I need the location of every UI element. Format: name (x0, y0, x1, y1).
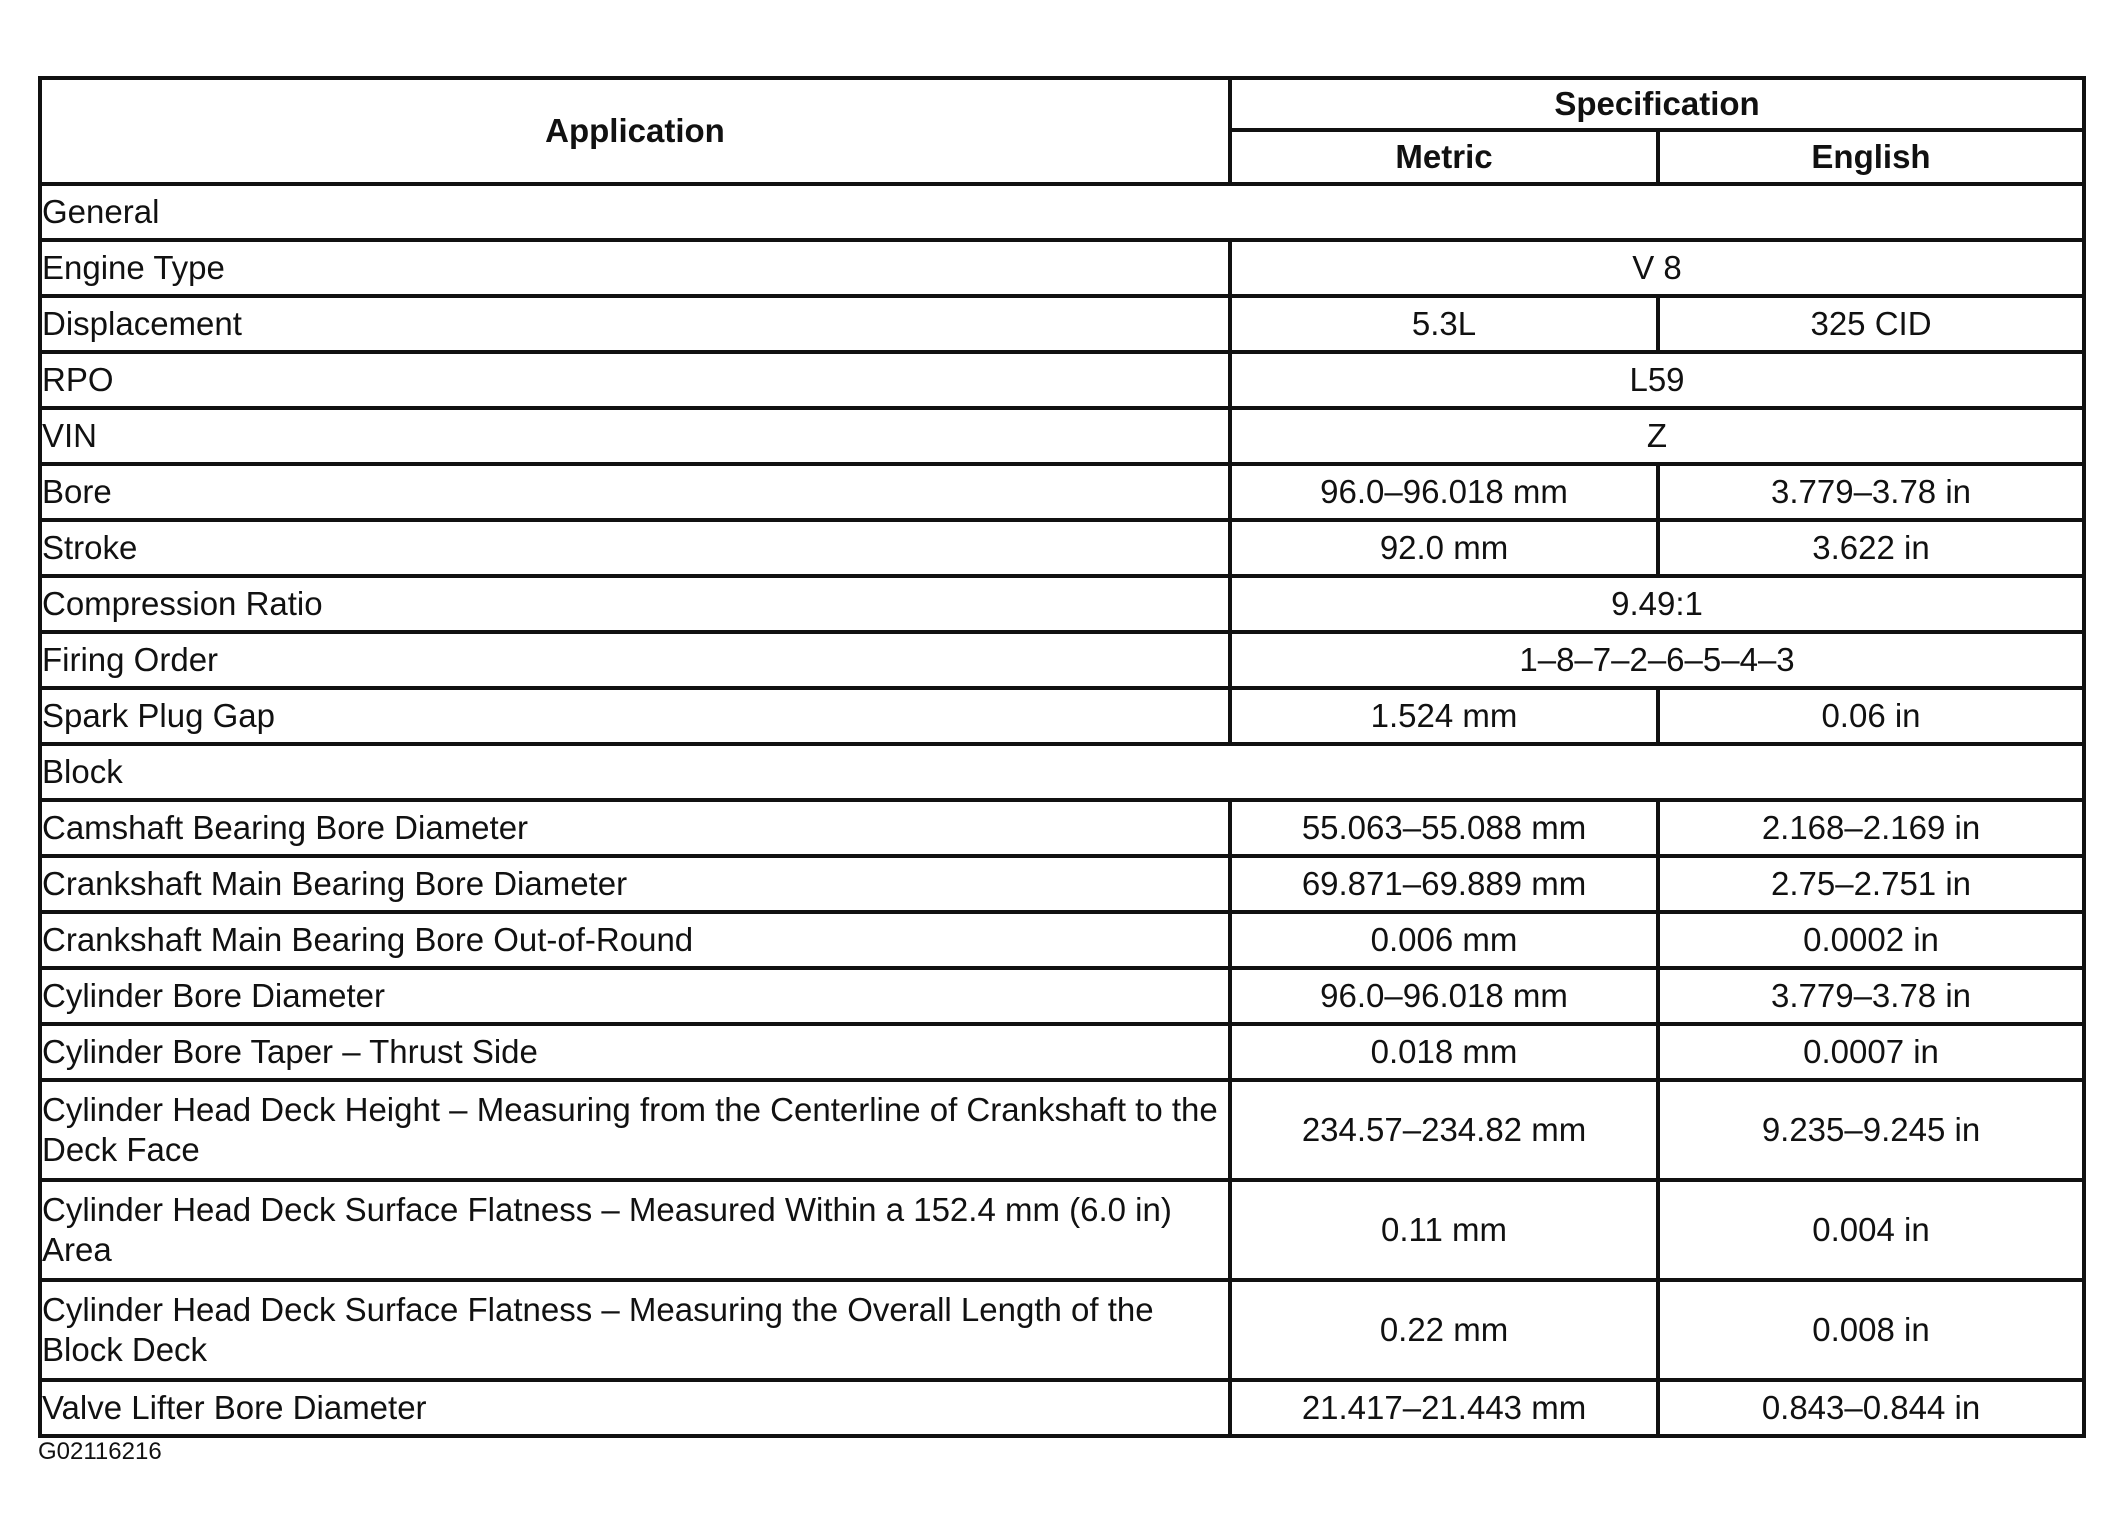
application-cell: Compression Ratio (40, 576, 1230, 632)
english-cell: 0.0002 in (1658, 912, 2084, 968)
section-title: General (40, 184, 2084, 240)
combined-spec-cell: 1–8–7–2–6–5–4–3 (1230, 632, 2084, 688)
table-row (40, 1380, 2084, 1436)
english-cell: 9.235–9.245 in (1658, 1080, 2084, 1180)
table-row (40, 520, 2084, 576)
application-cell: Camshaft Bearing Bore Diameter (40, 800, 1230, 856)
section-row (40, 744, 2084, 800)
application-cell: RPO (40, 352, 1230, 408)
metric-cell: 0.11 mm (1230, 1180, 1658, 1280)
header-english: English (1658, 130, 2084, 184)
table-row (40, 1080, 2084, 1180)
combined-spec-cell: 9.49:1 (1230, 576, 2084, 632)
metric-cell: 0.018 mm (1230, 1024, 1658, 1080)
application-cell: Cylinder Bore Taper – Thrust Side (40, 1024, 1230, 1080)
table-row (40, 912, 2084, 968)
table-row (40, 968, 2084, 1024)
combined-spec-cell: L59 (1230, 352, 2084, 408)
english-cell: 325 CID (1658, 296, 2084, 352)
application-cell: Spark Plug Gap (40, 688, 1230, 744)
application-cell: Displacement (40, 296, 1230, 352)
table-row (40, 408, 2084, 464)
header-specification: Specification (1230, 78, 2084, 130)
table-header (40, 78, 2084, 184)
application-cell: Firing Order (40, 632, 1230, 688)
metric-cell: 69.871–69.889 mm (1230, 856, 1658, 912)
engine-spec-table (38, 76, 2086, 1438)
application-cell: Crankshaft Main Bearing Bore Diameter (40, 856, 1230, 912)
table-row (40, 240, 2084, 296)
application-cell: Crankshaft Main Bearing Bore Out-of-Round (40, 912, 1230, 968)
english-cell: 0.008 in (1658, 1280, 2084, 1380)
application-cell: Cylinder Head Deck Surface Flatness – Measured Within a 152.4 mm (6.0 in) Area (40, 1180, 1230, 1280)
table-row (40, 688, 2084, 744)
metric-cell: 0.22 mm (1230, 1280, 1658, 1380)
english-cell: 0.004 in (1658, 1180, 2084, 1280)
table-row (40, 1024, 2084, 1080)
application-cell: Cylinder Bore Diameter (40, 968, 1230, 1024)
english-cell: 3.779–3.78 in (1658, 464, 2084, 520)
figure-id: G02116216 (38, 1438, 162, 1465)
spec-sheet (38, 76, 2082, 1438)
metric-cell: 96.0–96.018 mm (1230, 968, 1658, 1024)
combined-spec-cell: V 8 (1230, 240, 2084, 296)
application-cell: Stroke (40, 520, 1230, 576)
combined-spec-cell: Z (1230, 408, 2084, 464)
metric-cell: 55.063–55.088 mm (1230, 800, 1658, 856)
table-row (40, 296, 2084, 352)
table-row (40, 576, 2084, 632)
application-cell: Cylinder Head Deck Height – Measuring from the Centerline of Crankshaft to the Deck Face (40, 1080, 1230, 1180)
metric-cell: 96.0–96.018 mm (1230, 464, 1658, 520)
table-row (40, 1280, 2084, 1380)
application-cell: Cylinder Head Deck Surface Flatness – Measuring the Overall Length of the Block Deck (40, 1280, 1230, 1380)
section-title: Block (40, 744, 2084, 800)
table-row (40, 464, 2084, 520)
english-cell: 0.06 in (1658, 688, 2084, 744)
table-row (40, 1180, 2084, 1280)
metric-cell: 234.57–234.82 mm (1230, 1080, 1658, 1180)
section-row (40, 184, 2084, 240)
english-cell: 3.622 in (1658, 520, 2084, 576)
table-row (40, 800, 2084, 856)
header-metric: Metric (1230, 130, 1658, 184)
english-cell: 0.0007 in (1658, 1024, 2084, 1080)
english-cell: 2.168–2.169 in (1658, 800, 2084, 856)
application-cell: Engine Type (40, 240, 1230, 296)
metric-cell: 21.417–21.443 mm (1230, 1380, 1658, 1436)
table-body (40, 184, 2084, 1436)
application-cell: Bore (40, 464, 1230, 520)
table-row (40, 632, 2084, 688)
application-cell: VIN (40, 408, 1230, 464)
english-cell: 0.843–0.844 in (1658, 1380, 2084, 1436)
metric-cell: 5.3L (1230, 296, 1658, 352)
metric-cell: 0.006 mm (1230, 912, 1658, 968)
metric-cell: 1.524 mm (1230, 688, 1658, 744)
english-cell: 3.779–3.78 in (1658, 968, 2084, 1024)
english-cell: 2.75–2.751 in (1658, 856, 2084, 912)
table-row (40, 856, 2084, 912)
table-row (40, 352, 2084, 408)
header-application: Application (40, 78, 1230, 184)
metric-cell: 92.0 mm (1230, 520, 1658, 576)
application-cell: Valve Lifter Bore Diameter (40, 1380, 1230, 1436)
